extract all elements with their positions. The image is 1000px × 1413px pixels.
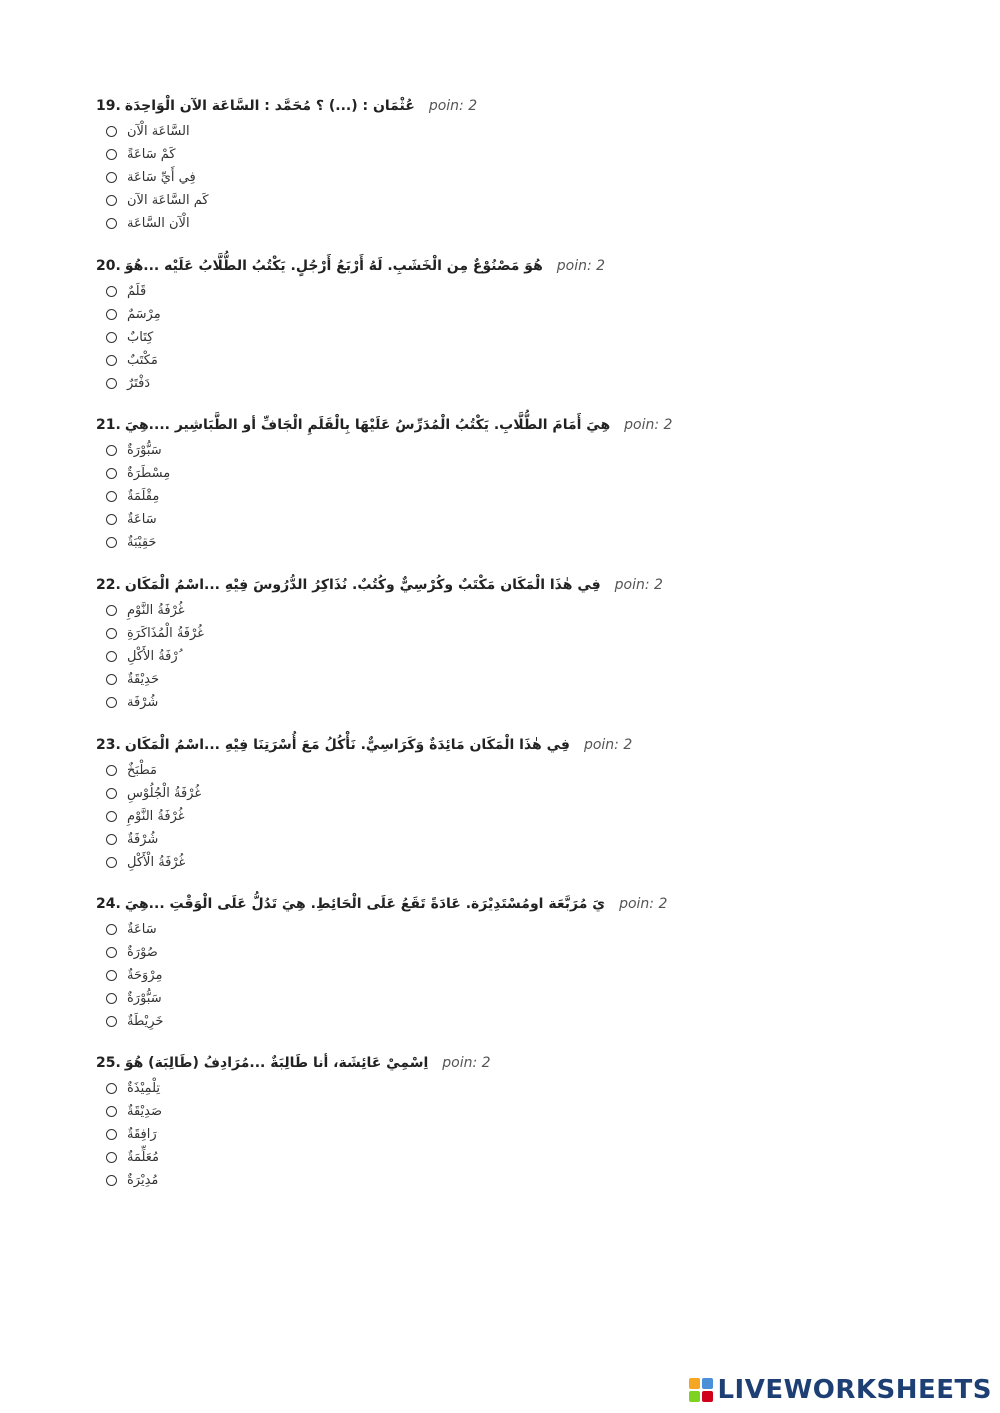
answer-option[interactable] [106,326,776,349]
radio-button[interactable] [106,1016,117,1027]
radio-button[interactable] [106,149,117,160]
logo-square-4 [702,1391,713,1402]
question-19 [96,94,776,235]
question-text: فِي هٰذَا الْمَكَان مَائِدَةٌ وَكَرَاسِيٌّ. نَأْكُلُ مَعَ أُسْرَتِنَا فِيْهِ ...اسْمُ الْمَكَان [124,737,570,753]
question-points: poin: 2 [556,258,606,274]
answer-option-label: مِسْطَرَةٌ [127,466,171,481]
radio-button[interactable] [106,286,117,297]
radio-button[interactable] [106,491,117,502]
radio-button[interactable] [106,172,117,183]
answer-option[interactable] [106,349,776,372]
answer-option-label: مَكْتَبٌ [127,353,158,368]
question-24 [96,892,776,1033]
question-number: 23. [96,737,121,753]
radio-button[interactable] [106,1083,117,1094]
answer-option-label: فِي أَيِّ سَاعَة [127,170,196,185]
radio-button[interactable] [106,537,117,548]
answer-option[interactable] [106,303,776,326]
answer-option-label: مَطْبَخٌ [127,763,157,778]
radio-button[interactable] [106,605,117,616]
liveworksheets-logo [689,1375,992,1405]
radio-button[interactable] [106,309,117,320]
answer-option[interactable] [106,462,776,485]
answer-option[interactable] [106,828,776,851]
logo-square-3 [689,1391,700,1402]
answer-option[interactable] [106,485,776,508]
answer-option[interactable] [106,668,776,691]
answer-option[interactable] [106,622,776,645]
question-number: 22. [96,577,121,593]
answer-option-label: قَلَمٌ [127,284,147,299]
answer-option-label: تِلْمِيْذَةٌ [127,1081,160,1096]
question-number: 21. [96,417,121,433]
answer-option-label: مِرْوَحَةٌ [127,968,163,983]
answer-option[interactable] [106,166,776,189]
answer-option-label: الْآن السَّاعَة [127,216,190,231]
answer-option[interactable] [106,1169,776,1192]
question-points: poin: 2 [619,896,668,912]
radio-button[interactable] [106,765,117,776]
logo-square-2 [702,1378,713,1389]
answer-option-label: صُوْرَةٌ [127,945,158,960]
radio-button[interactable] [106,857,117,868]
question-points: poin: 2 [442,1055,491,1071]
answer-option-label: سَاعَةٌ [127,922,157,937]
question-header [96,892,776,916]
answer-option[interactable] [106,987,776,1010]
question-points: poin: 2 [583,737,633,753]
answer-option[interactable] [106,120,776,143]
question-text: عُثْمَان : (...) ؟ مُحَمَّد : السَّاعَة الآن الْوَاحِدَة [124,98,415,114]
answer-option-label: كَم السَّاعَة الآن [127,193,209,208]
answer-option-label: خَرِيْطَةٌ [127,1014,164,1029]
question-header [96,94,776,118]
answer-option-label: رَافِقَةٌ [127,1127,157,1142]
radio-button[interactable] [106,811,117,822]
answer-option[interactable] [106,531,776,554]
radio-button[interactable] [106,1129,117,1140]
radio-button[interactable] [106,445,117,456]
question-points: poin: 2 [624,417,673,433]
radio-button[interactable] [106,651,117,662]
answer-option-label: حَدِيْقَةٌ [127,672,160,687]
answer-option[interactable] [106,782,776,805]
answer-option[interactable] [106,1010,776,1033]
radio-button[interactable] [106,947,117,958]
answer-option-label: غُرْفَةُ الْمُذَاكَرَةِ [127,626,204,641]
answer-option-label: مُعَلِّمَةٌ [127,1150,160,1165]
answer-option[interactable] [106,212,776,235]
question-25 [96,1051,776,1192]
answer-option-label: كَمْ سَاعَةً [127,147,176,162]
radio-button[interactable] [106,924,117,935]
answer-options [96,280,776,395]
question-23 [96,733,776,874]
question-header [96,254,776,278]
radio-button[interactable] [106,697,117,708]
answer-option[interactable] [106,280,776,303]
radio-button[interactable] [106,970,117,981]
answer-option-label: مِقْلَمَةٌ [127,489,160,504]
answer-options [96,120,776,235]
answer-option[interactable] [106,1100,776,1123]
radio-button[interactable] [106,993,117,1004]
question-21 [96,413,776,554]
question-header [96,413,776,437]
logo-square-1 [689,1378,700,1389]
question-header [96,1051,776,1075]
answer-option[interactable] [106,805,776,828]
answer-option-label: غُرْفَةُ الْجُلُوْسِ [127,786,202,801]
radio-button[interactable] [106,218,117,229]
answer-option-label: كِتَابٌ [127,330,154,345]
answer-option-label: سَبُّوْرَةٌ [127,443,162,458]
answer-option-label: السَّاعَة الْآن [127,124,190,139]
radio-button[interactable] [106,834,117,845]
answer-option-label: غُرْفَةُ النَّوْمِ [127,809,185,824]
radio-button[interactable] [106,1152,117,1163]
answer-options [96,918,776,1033]
answer-option-label: شُرْفَة [127,695,159,710]
answer-option[interactable] [106,1077,776,1100]
question-number: 24. [96,896,121,912]
question-text: فِي هٰذَا الْمَكَان مَكْتَبٌ وكُرْسِيٌّ وكُتُبٌ. نُذَاكِرُ الدُّرُوسَ فِيْهِ ...اسْمُ الْمَكَان [124,577,601,593]
answer-option-label: مُدِيْرَةٌ [127,1173,159,1188]
answer-option-label: شُرْفَةٌ [127,832,159,847]
answer-option[interactable] [106,691,776,714]
answer-options [96,759,776,874]
radio-button[interactable] [106,126,117,137]
answer-option-label: دَفْتَرٌ [127,376,151,391]
question-number: 25. [96,1055,121,1071]
answer-option-label: ُرْفَةُ الأَكْلِ [127,649,178,664]
answer-option-label: سَبُّوْرَةٌ [127,991,162,1006]
radio-button[interactable] [106,1106,117,1117]
question-text: اِسْمِيْ عَائِشَة، أنا طَالِبَةٌ ...مُرَادِفُ (طَالِبَة) هُوَ [124,1055,429,1071]
answer-option[interactable] [106,372,776,395]
answer-option-label: صَدِيْقَةٌ [127,1104,163,1119]
question-22 [96,573,776,714]
question-header [96,733,776,757]
question-number: 19. [96,98,121,114]
answer-option[interactable] [106,143,776,166]
question-text: هِيَ أَمَامَ الطُّلَّابِ. يَكْتُبُ الْمُدَرِّسُ عَلَيْهَا بِالْقَلَمِ الْجَافِّ أو الطَّبَاشِير ....هِيَ [124,417,611,433]
radio-button[interactable] [106,514,117,525]
answer-option[interactable] [106,941,776,964]
answer-option[interactable] [106,599,776,622]
answer-options [96,439,776,554]
answer-option[interactable] [106,439,776,462]
radio-button[interactable] [106,674,117,685]
answer-option[interactable] [106,1146,776,1169]
question-points: poin: 2 [614,577,663,593]
answer-option[interactable] [106,645,776,668]
radio-button[interactable] [106,378,117,389]
answer-option[interactable] [106,189,776,212]
radio-button[interactable] [106,628,117,639]
question-header [96,573,776,597]
answer-option[interactable] [106,759,776,782]
answer-option-label: غُرْفَةُ النَّوْمِ [127,603,185,618]
answer-option[interactable] [106,851,776,874]
answer-options [96,1077,776,1192]
radio-button[interactable] [106,788,117,799]
question-text: يَ مُرَبَّعَة اومُسْتَدِيْرَة. عَادَةً تَقَعُ عَلَى الْحَائِطِ. هِيَ تَدُلُّ عَلَى الْوَقْتِ ...هِيَ [124,896,606,912]
answer-option[interactable] [106,964,776,987]
question-text: هُوَ مَصْنُوْعٌ مِن الْخَشَبِ. لَهُ أَرْبَعُ أَرْجُلٍ. يَكْتُبُ الطُّلَّابُ عَلَيْه ...هُوَ [124,258,543,274]
answer-option[interactable] [106,918,776,941]
liveworksheets-logo-text: LIVEWORKSHEETS [717,1375,992,1405]
radio-button[interactable] [106,1175,117,1186]
answer-option-label: سَاعَةٌ [127,512,157,527]
answer-options [96,599,776,714]
answer-option-label: غُرْفَةُ الْأَكْلِ [127,855,186,870]
question-points: poin: 2 [428,98,478,114]
question-number: 20. [96,258,121,274]
answer-option-label: حَقِيْبَةٌ [127,535,157,550]
answer-option[interactable] [106,508,776,531]
radio-button[interactable] [106,468,117,479]
question-20 [96,254,776,395]
answer-option[interactable] [106,1123,776,1146]
radio-button[interactable] [106,332,117,343]
answer-option-label: مِرْسَمٌ [127,307,161,322]
liveworksheets-logo-icon [689,1378,713,1402]
radio-button[interactable] [106,355,117,366]
radio-button[interactable] [106,195,117,206]
